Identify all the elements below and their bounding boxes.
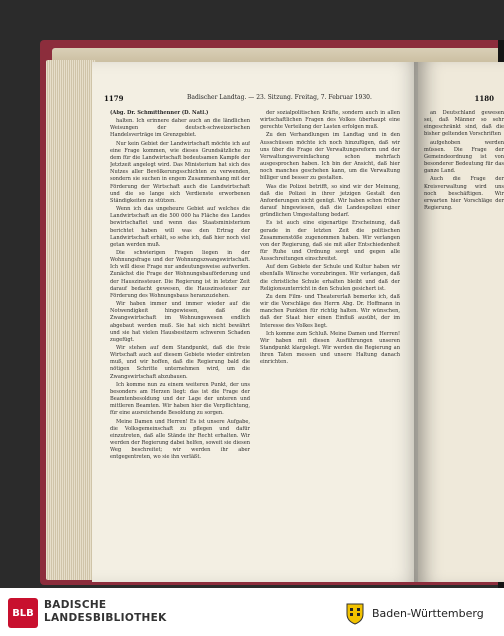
- page-number-right: 1180: [474, 94, 494, 103]
- library-name: [44, 599, 167, 625]
- baden-wuerttemberg-coat-of-arms-icon: [342, 600, 368, 626]
- right-page: [418, 62, 504, 582]
- paragraph: Es ist auch eine eigenartige Erscheinung, daß gerade in der letzten Zeit die politischen Zusammenstöße zugenommen haben. Wir verlangen von der Regierung, daß sie mit aller Entschiedenheit für Ruhe und Ordnung sorgt und gegen alle Ausschreitungen einschreitet.: [260, 220, 400, 263]
- paragraph: Meine Damen und Herren! Es ist unsere Aufgabe, die Volksgemeinschaft zu pflegen und dafür einzutreten, daß alle Stände ihr Recht erhalten. Wir werden der Regierung dabei helfen, soweit sie diesen Weg beschreitet; wir werden ihr aber entgegentreten, wo sie ihn verläßt.: [110, 418, 250, 461]
- text-column-right: [260, 110, 400, 578]
- paragraph: Auf dem Gebiete der Schule und Kultur haben wir ebenfalls Wünsche vorzubringen. Wir verlangen, daß die christliche Schule erhalten bleibt und daß der Religionsunterricht in den Schulen gesichert ist.: [260, 264, 400, 292]
- paragraph: Ich komme nun zu einem weiteren Punkt, der uns besonders am Herzen liegt: das ist die Frage der Beamtenbesoldung und der Lage der unteren und mittleren Beamten. Wir haben hier die Verpflichtung, für eine ausreichende Besoldung zu sorgen.: [110, 381, 250, 417]
- left-page: [92, 62, 422, 582]
- paragraph: an Deutschland gewesen sei, daß Männer so sehr eingeschränkt sind, daß die bisher geltenden Vorschriften: [424, 110, 504, 138]
- paragraph: Wir haben immer und immer wieder auf die Notwendigkeit hingewiesen, daß die Zwangswirtschaft im Wohnungswesen endlich abgebaut werden muß. Sie hat sich nicht bewährt und sie hat vielen Hausbesitzern schweren Schaden zugefügt.: [110, 301, 250, 343]
- paragraph: Die schwierigen Fragen liegen in der Wohnungsfrage und der Wohnungszwangswirtschaft. Ich will diese Frage nur andeutungsweise aufwerfen. Zunächst die Frage der Wohnungsbauförderung und der Hauszinssteuer. Die Regierung ist in letzter Zeit darauf bedacht gewesen, die Hauszinssteuer zur Förderung des Wohnungsbaus heranzuziehen.: [110, 249, 250, 299]
- paragraph: Was die Polizei betrifft, so sind wir der Meinung, daß die Polizei in ihrer jetzigen Gestalt den Anforderungen nicht genügt. Wir haben schon früher darauf hingewiesen, daß die Landespolizei einer gründlichen Umgestaltung bedarf.: [260, 183, 400, 219]
- paragraph: Wenn ich das ungeheure Gebiet auf welches die Landwirtschaft an die 500 000 ha Fläche des Landes bewirtschaftet und wenn das Staatsministerium berichtet haben will was den Ertrag der Landwirtschaft erhält, so sehe ich, daß hier noch viel getan werden muß.: [110, 206, 250, 248]
- library-name-line2: LANDESBIBLIOTHEK: [44, 612, 167, 624]
- paragraph: Auch die Frage der Kreisverwaltung wird uns noch beschäftigen. Wir erwarten hier Vorschläge der Regierung.: [424, 176, 504, 212]
- speaker-line: (Abg. Dr. Schmitthenner (D. Natl.): [110, 110, 209, 116]
- paragraph: Wir stehen auf dem Standpunkt, daß die freie Wirtschaft auch auf diesem Gebiete wieder eintreten muß, und wir hoffen, daß die Regierung bald die nötigen Schritte unternehmen wird, um die Zwangswirtschaft abzubauen.: [110, 345, 250, 380]
- paragraph: Nur kein Gebiet der Landwirtschaft möchte ich auf eine Frage kommen, wie dieses Grundsätzliche zu dem für die Landwirtschaft bedeutsamen Kampfe der Jetztzeit angelegt wird. Das Ministerium hat sich des Nutzes aller Bevölkerungsschichten zu verwenden, sondern sie suchen in engem Zusammenhang mit der Förderung der Wirtschaft auch die Landwirtschaft und die so lange sich Verdienste erworbenen Ständigkeiten zu stützen.: [110, 140, 250, 204]
- blb-logo[interactable]: BLB: [8, 598, 38, 628]
- text-column-left: [110, 110, 250, 578]
- library-name-line1: BADISCHE: [44, 599, 107, 611]
- paragraph: Ich komme zum Schluß. Meine Damen und Herren! Wir haben mit diesen Ausführungen unseren Standpunkt klargelegt. Wir werden die Regierung an ihren Taten messen und unsere Haltung danach einrichten.: [260, 330, 400, 366]
- page-number-left: 1179: [104, 94, 124, 103]
- paragraph: halten. Ich erinnere daher auch an die ländlichen Weisungen der deutsch-schweizerischen Handelsverträge im Grenzgebiet.: [110, 118, 250, 139]
- running-head: Badischer Landtag. — 23. Sitzung. Freitag, 7. Februar 1930.: [187, 94, 372, 101]
- page-edges: [46, 60, 96, 580]
- state-name: Baden-Württemberg: [372, 607, 484, 620]
- text-column-far-right: [424, 110, 504, 578]
- paragraph: der sozialpolitischen Kräfte, sondern auch in allen wirtschaftlichen Fragen des Volkes überhaupt eine gerechte Verteilung der Lasten erfolgen muß.: [260, 110, 400, 131]
- paragraph: Zu den Verhandlungen im Landtag und in den Ausschüssen möchte ich noch hinzufügen, daß wir uns über die Frage der Verwaltungsreform und der Verwaltungsvereinfachung schon mehrfach ausgesprochen haben. Ich bin der Ansicht, daß hier noch manches geschehen kann, um die Verwaltung billiger und besser zu gestalten.: [260, 132, 400, 182]
- paragraph: Zu dem Film- und Theatererlaß bemerke ich, daß wir die Vorschläge des Herrn Abg. Dr. Hoffmann in manchen Punkten für richtig halten. Wir wünschen, daß der Staat hier einen Einfluß ausübt, der im Interesse des Volkes liegt.: [260, 293, 400, 329]
- paragraph: aufgehoben werden müssen. Die Frage der Gemeindeordnung ist von besonderer Bedeutung für das ganze Land.: [424, 139, 504, 175]
